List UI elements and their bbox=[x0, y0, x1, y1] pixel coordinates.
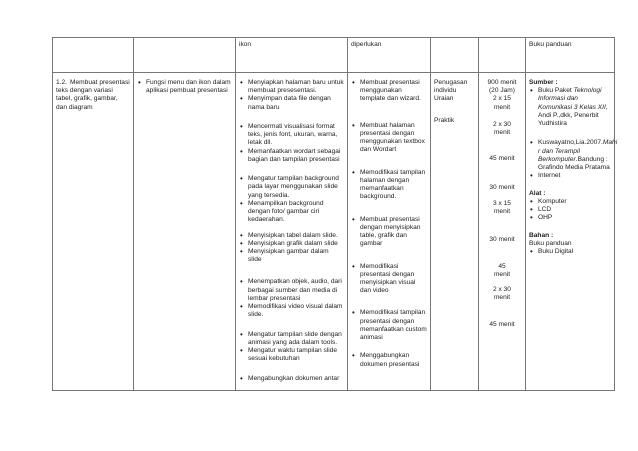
activity-item-3: • Memodifikasi tampilan halaman dengan memanfaatkan background. bbox=[351, 169, 427, 202]
bahan-title: Bahan : bbox=[529, 231, 554, 239]
time-14: 2 x 30 bbox=[493, 286, 511, 294]
material-item-10: • Menempatkan objek, audio, dari berbagai sumber dan media di lembar presentasi bbox=[239, 278, 344, 303]
indicator-cell bbox=[134, 73, 236, 391]
time-16: 45 menit bbox=[489, 320, 515, 328]
material-item-11: • Memodifikasi video visual dalam slide. bbox=[239, 303, 344, 319]
alat-item-3: • OHP bbox=[529, 214, 611, 222]
header-ikon: ikon bbox=[239, 41, 252, 48]
material-item-5: • Mengatur tampilan background pada layar menggunakan slide yang tersedia. bbox=[239, 175, 344, 200]
assessment-line-1: Penugasan bbox=[434, 79, 468, 86]
activities-cell bbox=[348, 73, 431, 391]
activity-item-6: • Memodifikasi tampilan presentasi dengan memanfaatkan custom animasi bbox=[351, 309, 427, 342]
material-item-2: • Menyimpan data file dengan nama baru bbox=[239, 95, 344, 111]
time-6: menit bbox=[493, 129, 511, 137]
activity-item-1: • Membuat presentasi menggunakan template dan wizard. bbox=[351, 79, 427, 104]
header-cell-competency bbox=[53, 38, 134, 73]
material-item-7: • Menyisipkan tabel dalam slide. bbox=[239, 232, 344, 240]
header-cell-assessment bbox=[431, 38, 479, 73]
bahan-item: • Buku Digital bbox=[529, 248, 611, 256]
book1-suffix: Andi P.,dkk, Penerbit Yudhistira bbox=[538, 111, 599, 128]
assessment-line-3: Uraian bbox=[434, 95, 454, 103]
activity-item-5: • Memodifikasi presentasi dengan menyisipkan visual dan video bbox=[351, 263, 427, 296]
activity-item-7: • Menggabungkan dokumen presentasi bbox=[351, 352, 427, 368]
material-item-12: • Mengatur tampilan slide dengan animasi yang ada dalam tools. bbox=[239, 331, 344, 347]
book2-title: Mahi r dan Terampil Berkomputer bbox=[538, 139, 618, 163]
time-10: menit bbox=[493, 208, 511, 216]
time-4: menit bbox=[493, 103, 511, 111]
material-item-6: • Menampilkan background dengan foto/ gambar ciri kedaerahan. bbox=[239, 200, 344, 225]
competency-cell bbox=[53, 73, 134, 391]
competency-number: 1.2. bbox=[56, 79, 67, 86]
time-13: menit bbox=[493, 270, 511, 278]
activity-item-4: • Membuat presentasi dengan menyisipkan table, grafik dan gambar bbox=[351, 216, 427, 249]
material-item-8: • Menyisipkan grafik dalam slide bbox=[239, 240, 344, 248]
time-cell bbox=[479, 73, 526, 391]
header-cell-materials bbox=[236, 38, 348, 73]
time-8: 30 menit bbox=[489, 183, 515, 191]
bahan-line: Buku panduan bbox=[529, 239, 572, 247]
materials-cell bbox=[236, 73, 348, 391]
assessment-line-4: Praktik bbox=[434, 116, 455, 124]
material-item-3: • Mencermati visualisasi format teks, jenis font, ukuran, warna, letak dll. bbox=[239, 123, 344, 148]
header-row bbox=[53, 38, 615, 73]
time-11: 30 menit bbox=[489, 236, 515, 244]
material-item-13: • Mengatur waktu tampilan slide sesuai kebutuhan bbox=[239, 347, 344, 363]
book2-prefix: Kuswayatno,Lia.2007. bbox=[538, 139, 603, 147]
time-2: (20 Jam) bbox=[488, 87, 515, 95]
time-1: 900 menit bbox=[487, 79, 517, 86]
source-book-2 bbox=[529, 139, 618, 172]
book1-prefix: Buku Paket bbox=[538, 87, 572, 95]
time-9: 3 x 15 bbox=[493, 199, 511, 207]
alat-title: Alat : bbox=[529, 189, 546, 197]
sumber-title: Sumber : bbox=[529, 79, 558, 86]
source-book-1: • Buku Paket Teknologi Informasi dan Komunikasi 3 Kelas XII, Andi P.,dkk, Penerbit Yudhistira bbox=[529, 87, 611, 128]
book1-title: Teknologi Informasi dan Komunikasi 3 Kelas XII bbox=[538, 87, 606, 111]
header-buku-panduan: Buku panduan bbox=[529, 41, 572, 48]
header-cell-indicator bbox=[134, 38, 236, 73]
header-cell-activities bbox=[348, 38, 431, 73]
material-item-9: • Menyisipkan gambar dalam slide bbox=[239, 248, 344, 264]
header-cell-time bbox=[479, 38, 526, 73]
content-row bbox=[53, 73, 615, 391]
competency-text: Membuat presentasi teks dengan variasi tabel, grafik, gambar, dan diagram bbox=[56, 79, 130, 111]
material-item-1: • Menyiapkan halaman baru untuk membuat presesentasi. bbox=[239, 79, 344, 95]
assessment-line-2: individu bbox=[434, 87, 457, 95]
time-3: 2 x 15 bbox=[493, 95, 511, 103]
syllabus-table bbox=[52, 37, 618, 391]
indicator-item: • Fungsi menu dan ikon dalam aplikasi pembuat presentasi bbox=[137, 79, 232, 95]
source-internet: • Internet bbox=[529, 172, 611, 180]
header-cell-sources bbox=[526, 38, 615, 73]
alat-item-1: • Komputer bbox=[529, 198, 611, 206]
material-item-4: • Memanfaatkan wordart sebagai bagian dan tampilan presentasi bbox=[239, 148, 344, 164]
time-12: 45 bbox=[498, 262, 506, 270]
assessment-cell bbox=[431, 73, 479, 391]
time-5: 2 x 30 bbox=[493, 120, 511, 128]
time-7: 45 menit bbox=[489, 155, 515, 163]
time-15: menit bbox=[493, 294, 511, 302]
alat-item-2: • LCD bbox=[529, 206, 611, 214]
book2-suffix: .Bandung : Grafindo Media Pratama bbox=[538, 155, 610, 172]
sources-cell bbox=[526, 73, 618, 391]
activity-item-2: • Membuat halaman presentasi dengan menggunakan textbox dan Wordart bbox=[351, 122, 427, 155]
material-item-14: • Mengabungkan dokumen antar bbox=[239, 375, 344, 383]
header-diperlukan: diperlukan bbox=[351, 41, 382, 48]
